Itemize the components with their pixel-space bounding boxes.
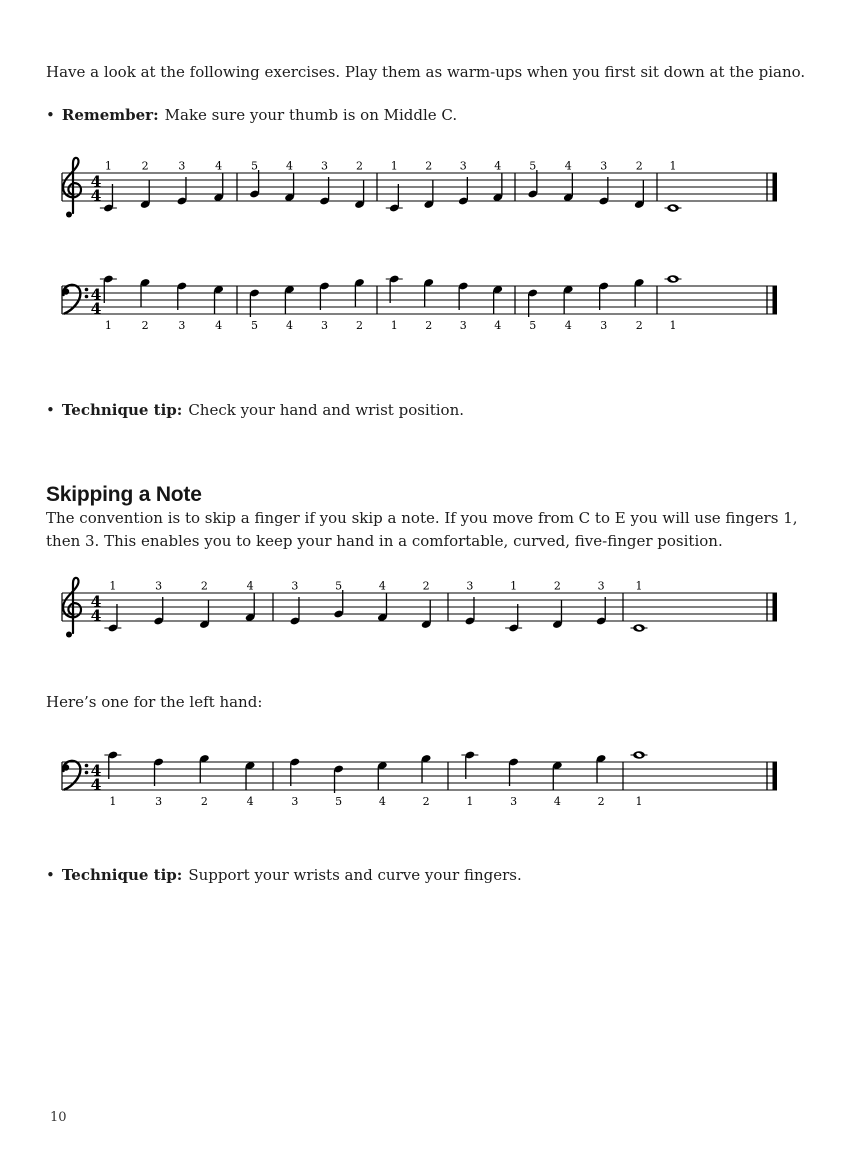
bullet-icon: • [46, 401, 55, 419]
final-barline-thick [773, 762, 778, 790]
finger-number: 2 [425, 319, 433, 332]
quarter-note [508, 758, 519, 786]
finger-number: 1 [635, 795, 643, 808]
intro-paragraph [46, 61, 836, 84]
whole-note [633, 751, 645, 758]
quarter-note [213, 285, 224, 313]
quarter-note [284, 285, 295, 313]
quarter-note [389, 184, 400, 212]
time-signature: 4 [90, 775, 102, 794]
treble-clef-icon [63, 578, 81, 638]
finger-number: 3 [510, 795, 518, 808]
time-signature: 4 [90, 186, 102, 205]
finger-number: 1 [390, 319, 398, 332]
finger-number: 2 [356, 319, 363, 332]
finger-number: 4 [286, 319, 293, 332]
quarter-note [140, 181, 151, 209]
time-signature: 4 [90, 761, 102, 780]
bullet-remember-label: Remember: [61, 106, 159, 124]
staff-rh-warmup-notation [40, 143, 790, 238]
finger-number: 4 [494, 319, 502, 332]
quarter-note [153, 597, 164, 625]
quarter-note [290, 597, 301, 625]
finger-number: 3 [178, 159, 186, 173]
finger-number: 5 [335, 795, 343, 808]
quarter-note [552, 761, 563, 789]
quarter-note [527, 289, 538, 317]
quarter-note [598, 282, 609, 310]
quarter-note [634, 181, 645, 209]
bullet-remember-text: Make sure your thumb is on Middle C. [164, 106, 458, 124]
time-signature: 4 [90, 606, 102, 625]
finger-number: 1 [109, 579, 117, 593]
finger-number: 1 [510, 579, 518, 593]
staff-rh-warmup [40, 143, 790, 238]
finger-number: 4 [246, 579, 254, 593]
staff-lh-warmup [40, 256, 790, 351]
finger-number: 2 [553, 579, 561, 593]
finger-number: 5 [251, 319, 258, 332]
finger-number: 2 [635, 319, 643, 332]
finger-number: 3 [466, 579, 474, 593]
whole-note [667, 204, 679, 211]
quarter-note [527, 170, 538, 198]
finger-number: 1 [466, 795, 474, 808]
staff-rh-skipping [40, 563, 790, 658]
bullet-icon: • [46, 866, 55, 884]
finger-number: 4 [564, 159, 572, 173]
tip1-text: Check your hand and wrist position. [188, 401, 465, 419]
quarter-note [177, 282, 188, 310]
finger-number: 3 [155, 795, 163, 808]
quarter-note [333, 765, 344, 793]
quarter-note [249, 289, 260, 317]
finger-number: 4 [553, 795, 561, 808]
quarter-note [249, 170, 260, 198]
finger-number: 4 [378, 579, 386, 593]
quarter-note [563, 174, 574, 202]
finger-number: 4 [215, 319, 223, 332]
bullet-icon: • [46, 106, 55, 124]
quarter-note [245, 594, 256, 622]
intro-text: Have a look at the following exercises. Play them as warm-ups when you first sit down at the piano. [46, 63, 806, 81]
bullet-technique-tip-1 [46, 399, 836, 422]
quarter-note [465, 751, 476, 779]
bass-clef-icon [63, 285, 89, 314]
time-signature: 4 [90, 299, 102, 318]
finger-number: 2 [200, 579, 208, 593]
staff-lh-skipping-notation [40, 732, 790, 827]
finger-number: 3 [178, 319, 186, 332]
finger-number: 1 [669, 319, 677, 332]
finger-number: 2 [635, 159, 643, 173]
finger-number: 4 [246, 795, 254, 808]
finger-number: 2 [422, 579, 430, 593]
quarter-note [596, 597, 607, 625]
finger-number: 3 [600, 319, 608, 332]
quarter-note [421, 601, 432, 629]
final-barline-thick [773, 593, 778, 621]
quarter-note [465, 597, 476, 625]
quarter-note [108, 751, 119, 779]
finger-number: 5 [335, 579, 343, 593]
finger-number: 4 [378, 795, 386, 808]
finger-number: 2 [141, 159, 149, 173]
staff-lh-warmup-notation [40, 256, 790, 351]
page-number: 10 [50, 1110, 67, 1125]
bullet-remember [46, 104, 836, 127]
quarter-note [492, 285, 503, 313]
quarter-note [423, 278, 434, 306]
finger-number: 3 [291, 795, 299, 808]
quarter-note [354, 181, 365, 209]
finger-number: 2 [200, 795, 208, 808]
finger-number: 4 [286, 159, 293, 173]
finger-number: 3 [600, 159, 608, 173]
section-heading: Skipping a Note [46, 483, 202, 507]
quarter-note [552, 601, 563, 629]
finger-number: 1 [104, 319, 112, 332]
finger-number: 3 [291, 579, 299, 593]
finger-number: 3 [321, 159, 328, 173]
quarter-note [508, 604, 519, 632]
quarter-note [284, 174, 295, 202]
bullet-technique-tip-2 [46, 864, 836, 887]
quarter-note [108, 604, 119, 632]
finger-number: 3 [597, 579, 605, 593]
quarter-note [213, 174, 224, 202]
finger-number: 1 [109, 795, 117, 808]
finger-number: 2 [422, 795, 430, 808]
finger-number: 1 [635, 579, 643, 593]
finger-number: 5 [529, 319, 537, 332]
finger-number: 5 [251, 159, 258, 173]
finger-number: 1 [104, 159, 112, 173]
finger-number: 3 [459, 319, 467, 332]
finger-number: 4 [494, 159, 502, 173]
finger-number: 4 [215, 159, 223, 173]
tip2-label: Technique tip: [61, 866, 183, 884]
quarter-note [421, 754, 432, 782]
finger-number: 3 [321, 319, 328, 332]
staff-lh-skipping [40, 732, 790, 827]
tip2-text: Support your wrists and curve your fingers. [188, 866, 522, 884]
quarter-note [377, 761, 388, 789]
quarter-note [458, 282, 469, 310]
quarter-note [596, 754, 607, 782]
finger-number: 2 [597, 795, 605, 808]
quarter-note [153, 758, 164, 786]
quarter-note [103, 184, 114, 212]
finger-number: 5 [529, 159, 537, 173]
quarter-note [245, 761, 256, 789]
finger-number: 1 [390, 159, 398, 173]
quarter-note [333, 590, 344, 618]
quarter-note [492, 174, 503, 202]
quarter-note [458, 177, 469, 205]
quarter-note [389, 275, 400, 303]
finger-number: 1 [669, 159, 677, 173]
whole-note [667, 275, 679, 282]
final-barline-thick [773, 173, 778, 201]
bass-clef-icon [63, 761, 89, 790]
time-signature: 4 [90, 172, 102, 191]
quarter-note [598, 177, 609, 205]
quarter-note [177, 177, 188, 205]
tip1-label: Technique tip: [61, 401, 183, 419]
quarter-note [563, 285, 574, 313]
final-barline-thick [773, 286, 778, 314]
quarter-note [199, 754, 210, 782]
quarter-note [199, 601, 210, 629]
quarter-note [103, 275, 114, 303]
finger-number: 2 [425, 159, 433, 173]
section-body: The convention is to skip a finger if you skip a note. If you move from C to E you will use fingers 1, then 3. This enables you to keep your hand in a comfortable, curved, five-finger position. [46, 509, 798, 550]
finger-number: 3 [155, 579, 163, 593]
time-signature: 4 [90, 592, 102, 611]
quarter-note [319, 177, 330, 205]
left-hand-intro: Here’s one for the left hand: [46, 693, 263, 711]
quarter-note [423, 181, 434, 209]
finger-number: 3 [459, 159, 467, 173]
quarter-note [290, 758, 301, 786]
quarter-note [140, 278, 151, 306]
treble-clef-icon [63, 158, 81, 218]
finger-number: 2 [356, 159, 363, 173]
quarter-note [319, 282, 330, 310]
finger-number: 2 [141, 319, 149, 332]
finger-number: 4 [564, 319, 572, 332]
quarter-note [354, 278, 365, 306]
time-signature: 4 [90, 285, 102, 304]
whole-note [633, 624, 645, 631]
staff-rh-skipping-notation [40, 563, 790, 658]
quarter-note [634, 278, 645, 306]
quarter-note [377, 594, 388, 622]
